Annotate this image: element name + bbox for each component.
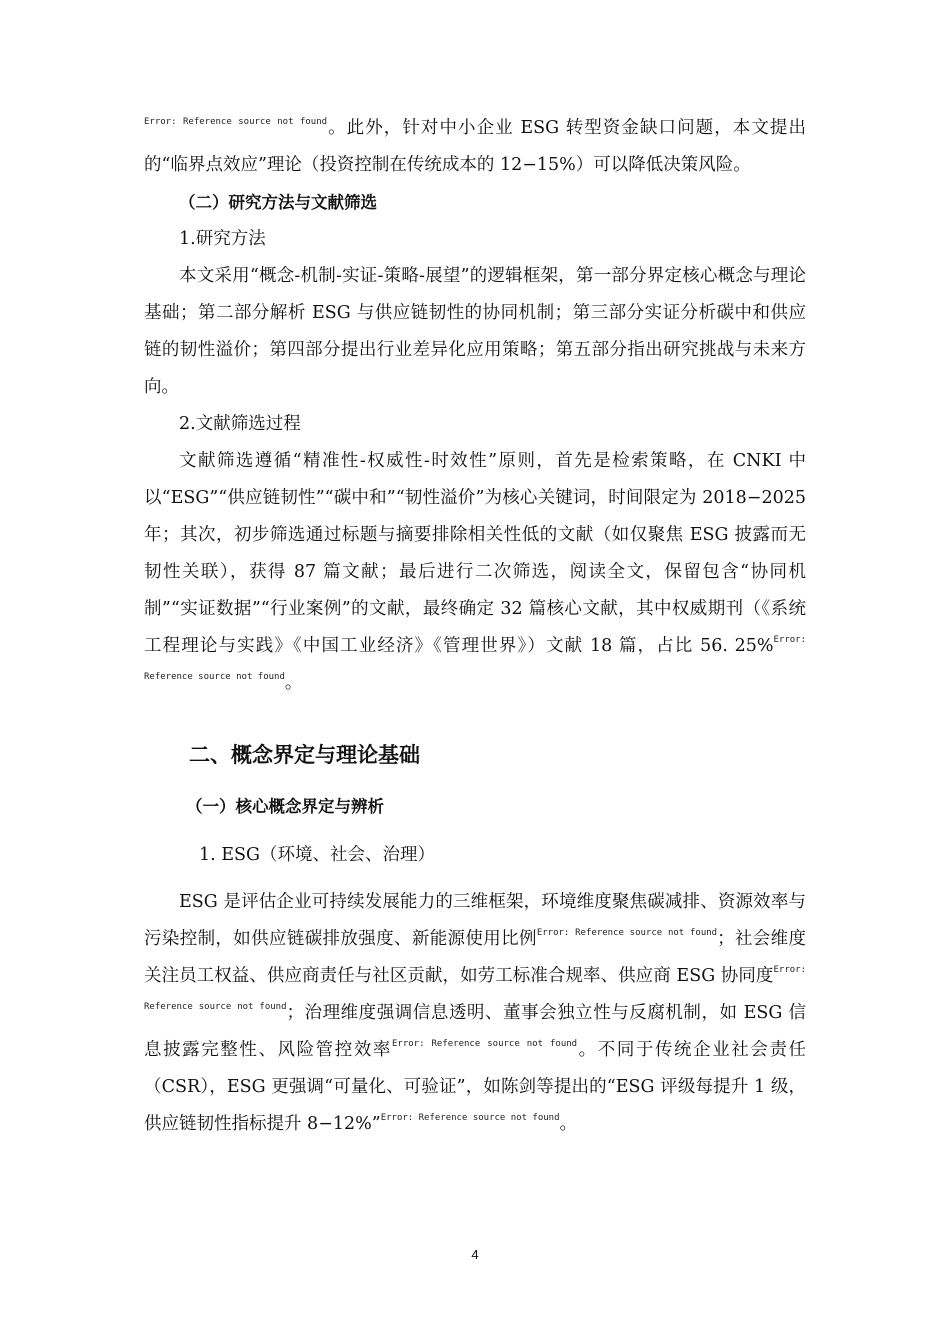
chapter-heading: 二、概念界定与理论基础 — [189, 743, 420, 767]
paragraph-research-method: 本文采用“概念-机制-实证-策略-展望”的逻辑框架，第一部分界定核心概念与理论基础；第二部分解析 ESG 与供应链韧性的协同机制；第三部分实证分析碳中和供应链的韧性溢价；第四部分提出行业差异化应用策略；第五部分指出研究挑战与未来方向。 — [144, 266, 806, 397]
section-heading-methods: （二）研究方法与文献筛选 — [179, 193, 377, 212]
paragraph-literature-screening — [144, 443, 806, 702]
citation-error: Error: Reference source not found — [144, 635, 806, 682]
subheading-research-method: 1.研究方法 — [179, 229, 266, 249]
paragraph-text: 文献筛选遵循“精准性-权威性-时效性”原则，首先是检索策略，在 CNKI 中以“ESG”“供应链韧性”“碳中和”“韧性溢价”为核心关键词，时间限定为 2018−2025 年；其次，初步筛选通过标题与摘要排除相关性低的文献（如仅聚焦 ESG 披露而无韧性关联），获得 87 篇文献；最后进行二次筛选，阅读全文，保留包含“协同机制”“实证数据”“行业案例”的文献，最终确定 32 篇核心文献，其中权威期刊（《系统工程理论与实践》《中国工业经济》《管理世界》）文献 18 篇，占比 56. 25% — [144, 451, 806, 656]
paragraph-text: ；治理维度强调信息透明、董事会独立性与反腐机制，如 ESG 信息披露完整性、风险管控效率 — [144, 1003, 806, 1060]
section-heading-concepts: （一）核心概念界定与辨析 — [186, 797, 384, 816]
paragraph-text: 。不同于传统企业社会责任（CSR），ESG 更强调“可量化、可验证”，如陈剑等提出的“ESG 评级每提升 1 级，供应链韧性指标提升 8−12%” — [144, 1040, 807, 1134]
subheading-literature-screening: 2.文献筛选过程 — [179, 414, 301, 434]
paragraph-risk — [144, 110, 806, 184]
paragraph-text: 。 — [559, 1114, 578, 1134]
page-number: 4 — [471, 1247, 479, 1262]
page-content — [144, 110, 806, 1143]
citation-error: Error: Reference source not found — [391, 1039, 578, 1049]
citation-error: Error: Reference source not found — [536, 928, 718, 938]
paragraph-text: ESG 是评估企业可持续发展能力的三维框架，环境维度聚焦碳减排、资源效率与污染控制，如供应链碳排放强度、新能源使用比例 — [144, 892, 806, 949]
paragraph-esg-definition — [144, 884, 806, 1143]
citation-error: Error: Reference source not found — [144, 965, 806, 1012]
citation-error: Error: Reference source not found — [144, 117, 328, 127]
subheading-esg: 1. ESG（环境、社会、治理） — [199, 845, 436, 865]
paragraph-text: 。此外，针对中小企业 ESG 转型资金缺口问题，本文提出的“临界点效应”理论（投资控制在传统成本的 12−15%）可以降低决策风险。 — [144, 118, 806, 175]
paragraph-text: 。 — [284, 673, 303, 693]
paragraph-text: ；社会维度关注员工权益、供应商责任与社区贡献，如劳工标准合规率、供应商 ESG 协同度 — [144, 929, 807, 986]
citation-error: Error: Reference source not found — [380, 1113, 560, 1123]
